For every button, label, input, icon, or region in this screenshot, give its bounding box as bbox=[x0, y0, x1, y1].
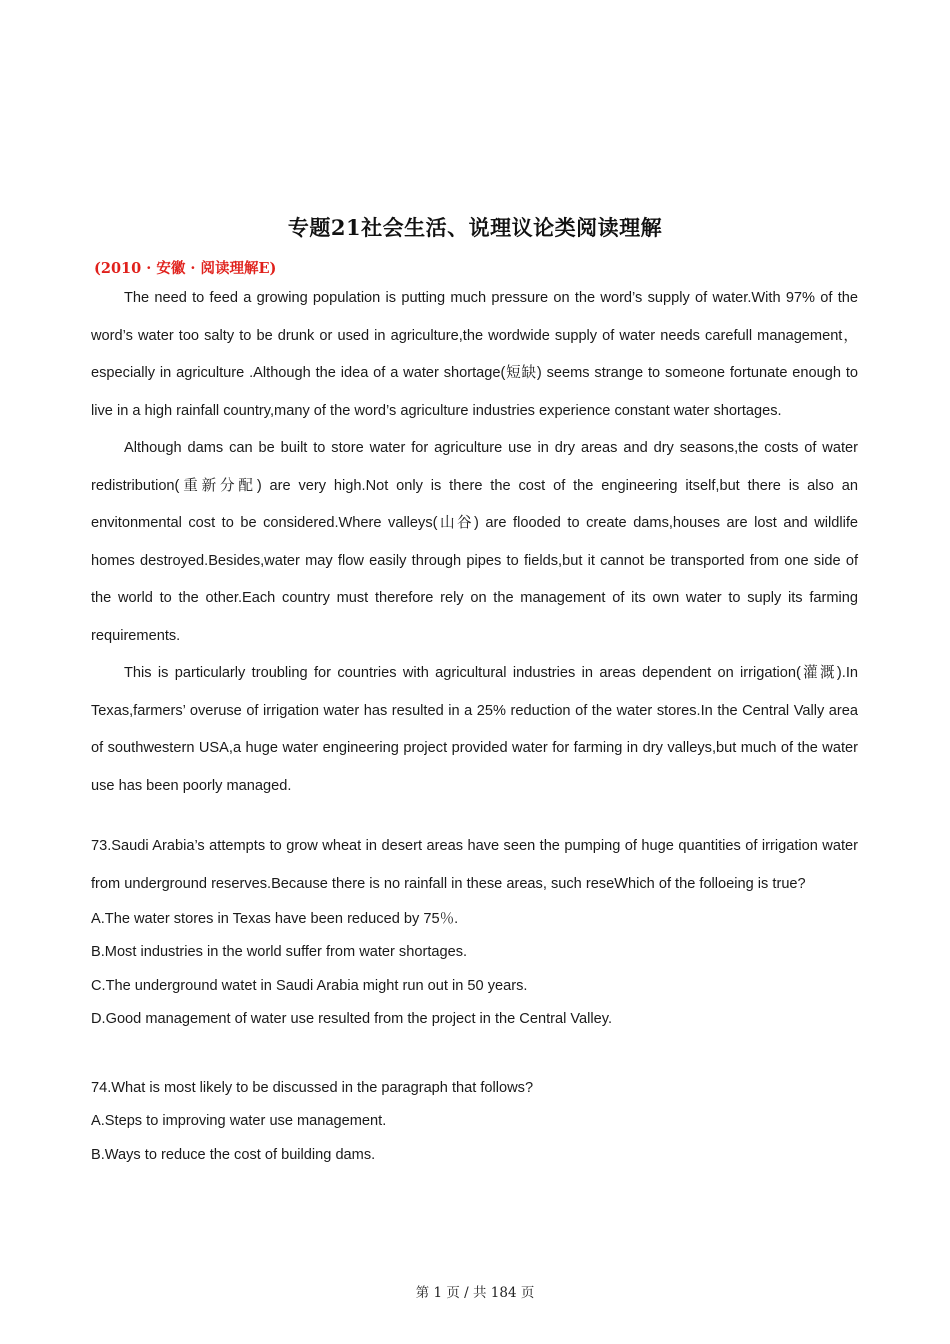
question-73-option-a: A.The water stores in Texas have been reduced by 75％. bbox=[91, 911, 459, 927]
question-74 bbox=[91, 1072, 858, 1172]
question-74-option-b: B.Ways to reduce the cost of building dams. bbox=[91, 1146, 376, 1163]
question-73-option-d: D.Good management of water use resulted from the project in the Central Valley. bbox=[91, 1011, 613, 1028]
page-title: 专题21社会生活、说理议论类阅读理解 bbox=[287, 215, 663, 240]
passage-paragraph-3: This is particularly troubling for countries with agricultural industries in areas dependent on irrigation(灌溉).In Texas,farmers’ overuse of irrigation water has resulted in a 25% reduction of the water stores.In the Central Vally area of southwestern USA,a huge water engineering project provided water for farming in dry valleys,but much of the water use has been poorly managed. bbox=[91, 665, 858, 794]
passage-paragraph-2: Although dams can be built to store water for agriculture use in dry areas and dry seasons,the costs of water redistribution(重新分配) are very high.Not only is there the cost of the engineering itself,but there is also an envitonmental cost to be considered.Where valleys(山谷) are flooded to create dams,houses are lost and wildlife homes destroyed.Besides,water may flow easily through pipes to fields,but it cannot be transported from one side of the world to the other.Each country must therefore rely on the management of its own water to suply its farming requirements. bbox=[91, 440, 858, 644]
question-73-option-b: B.Most industries in the world suffer from water shortages. bbox=[91, 944, 468, 961]
question-73-option-c: C.The underground watet in Saudi Arabia might run out in 50 years. bbox=[91, 977, 528, 994]
question-74-option-a: A.Steps to improving water use management. bbox=[91, 1113, 387, 1130]
page-number-footer: 第 1 页 / 共 184 页 bbox=[415, 1285, 535, 1301]
question-source-label: (2010 · 安徽 · 阅读理解E) bbox=[94, 260, 277, 277]
question-73 bbox=[91, 828, 858, 1037]
question-74-stem: 74.What is most likely to be discussed in the paragraph that follows? bbox=[91, 1080, 534, 1096]
passage bbox=[91, 280, 858, 805]
passage-paragraph-1: The need to feed a growing population is putting much pressure on the word’s supply of water.With 97% of the word’s water too salty to be drunk or used in agriculture,the wordwide supply of water needs carefull management，especially in agriculture .Although the idea of a water shortage(短缺) seems strange to someone fortunate enough to live in a high rainfall country,many of the word’s agriculture industries experience constant water shortages. bbox=[91, 290, 858, 419]
question-73-stem: 73.Saudi Arabia’s attempts to grow wheat in desert areas have seen the pumping of huge quantities of irrigation water from underground reserves.Because there is no rainfall in these areas, such reseWhich of the folloeing is true? bbox=[91, 838, 858, 892]
